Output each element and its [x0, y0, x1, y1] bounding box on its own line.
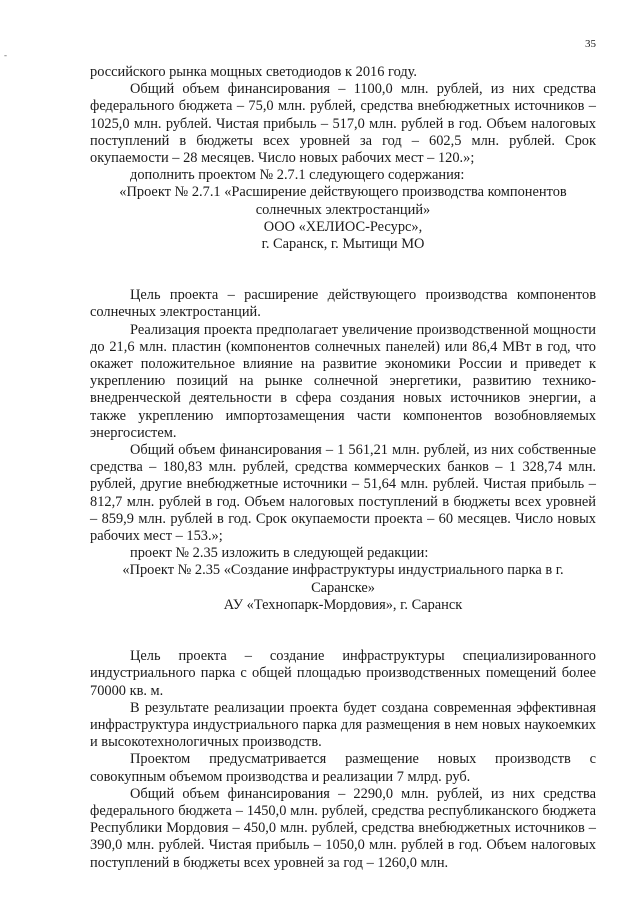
project-heading: «Проект № 2.7.1 «Расширение действующего производства компонентов солнечных электростанций»	[119, 184, 567, 218]
paragraph: проект № 2.35 изложить в следующей редакции:	[130, 545, 429, 562]
paragraph: Общий объем финансирования – 2290,0 млн. рублей, из них средства федерального бюджета – 1450,0 млн. рублей, средства республиканского бюджета Республики Мордовия – 450,0 млн. рублей, средства внебюджетных источников – 390,0 млн. рублей. Чистая прибыль – 1050,0 млн. рублей в год. Объем налоговых поступлений в бюджеты всех уровней за год – 1260,0 млн.	[90, 785, 596, 871]
margin-mark: -	[4, 50, 7, 60]
spacer	[90, 614, 596, 648]
project-organization: ООО «ХЕЛИОС-Ресурс»,	[263, 218, 423, 235]
paragraph: дополнить проектом № 2.7.1 следующего содержания:	[130, 167, 465, 184]
page-number: 35	[585, 38, 596, 50]
paragraph: Общий объем финансирования – 1 561,21 млн. рублей, из них собственные средства – 180,83 млн. рублей, средства коммерческих банков – 1 328,74 млн. рублей, другие внебюджетные источники – 51,64 млн. рублей. Чистая прибыль – 812,7 млн. рублей в год. Объем налоговых поступлений в бюджеты всех уровней – 859,9 млн. рублей в год. Срок окупаемости проекта – 60 месяцев. Число новых рабочих мест – 153.»;	[90, 442, 596, 545]
spacer	[90, 253, 596, 287]
project-location: г. Саранск, г. Мытищи МО	[261, 236, 425, 253]
paragraph: российского рынка мощных светодиодов к 2016 году.	[90, 64, 418, 80]
paragraph: Реализация проекта предполагает увеличение производственной мощности до 21,6 млн. пластин (компонентов солнечных панелей) или 86,4 МВт в год, что окажет положительное влияние на развитие экономики России и приведет к укреплению позиций на рынке солнечной энергетики, развитию технико-внедренческой деятельности в сфера создания новых источников энергии, а также укреплению импортозамещения части компонентов возобновляемых энергосистем.	[90, 321, 596, 441]
project-heading: «Проект № 2.35 «Создание инфраструктуры индустриального парка в г. Саранске»	[122, 562, 564, 596]
project-organization: АУ «Технопарк-Мордовия», г. Саранск	[223, 596, 463, 613]
paragraph: Цель проекта – расширение действующего производства компонентов солнечных электростанций.	[90, 287, 596, 321]
document-body	[90, 64, 596, 872]
paragraph: Цель проекта – создание инфраструктуры специализированного индустриального парка с общей площадью производственных помещений более 70000 кв. м.	[90, 648, 596, 699]
paragraph: Проектом предусматривается размещение новых производств с совокупным объемом производства и реализации 7 млрд. руб.	[90, 751, 596, 785]
paragraph: Общий объем финансирования – 1100,0 млн. рублей, из них средства федерального бюджета – 75,0 млн. рублей, средства внебюджетных источников – 1025,0 млн. рублей. Чистая прибыль – 517,0 млн. рублей в год. Объем налоговых поступлений в бюджеты всех уровней за год – 602,5 млн. рублей. Срок окупаемости – 28 месяцев. Число новых рабочих мест – 120.»;	[90, 81, 596, 167]
paragraph: В результате реализации проекта будет создана современная эффективная инфраструктура индустриального парка для размещения в нем новых наукоемких и высокотехнологичных производств.	[90, 699, 596, 751]
